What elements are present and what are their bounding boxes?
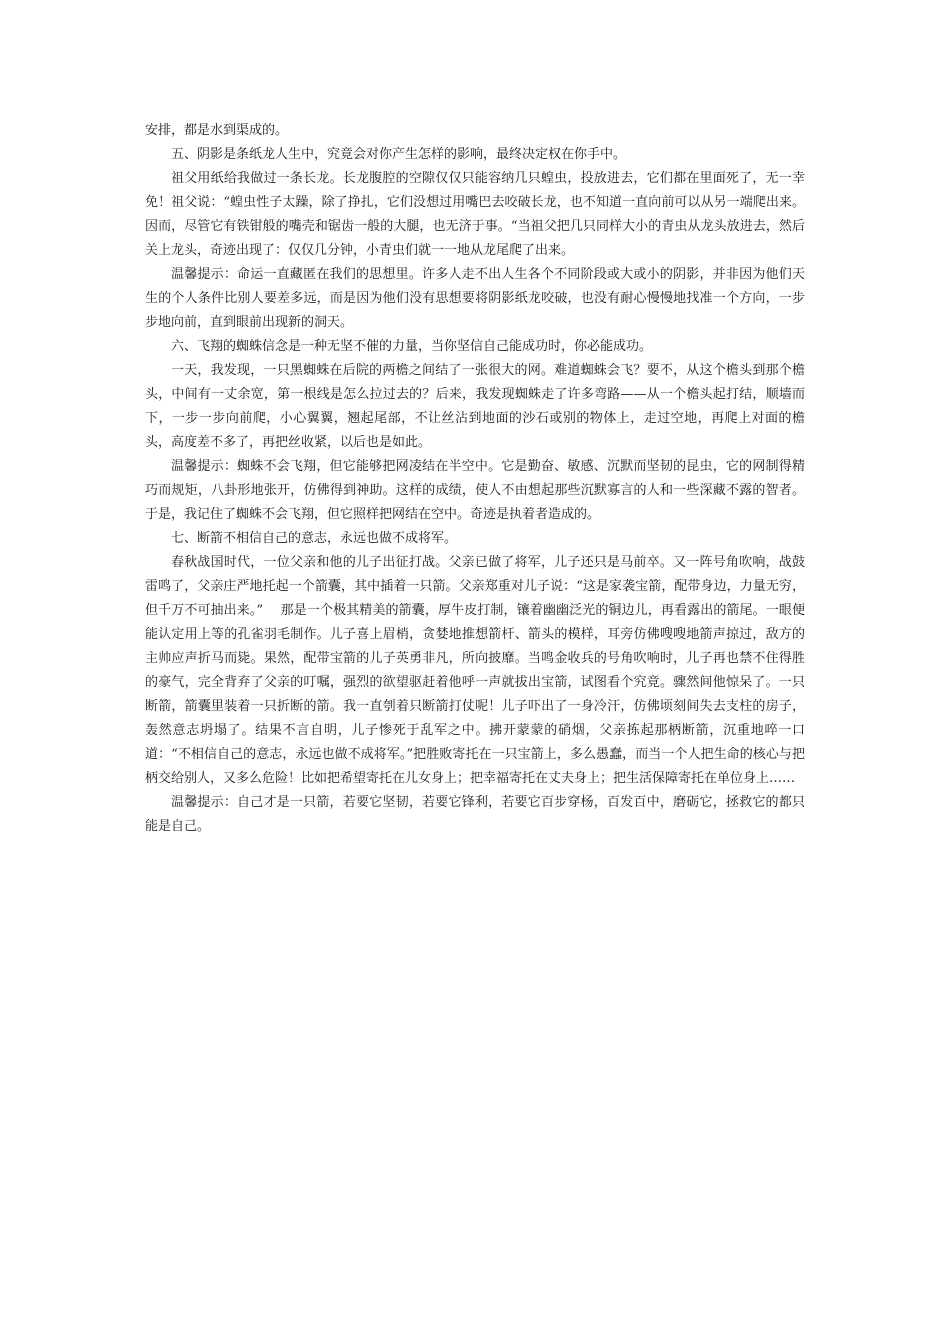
paragraph-continuation: 安排，都是水到渠成的。 [145,123,289,138]
document-page [145,119,805,839]
section-heading-7: 七、断箭不相信自己的意志，永远也做不成将军。 [171,531,458,546]
story-paragraph-paper-dragon: 祖父用纸给我做过一条长龙。长龙腹腔的空隙仅仅只能容纳几只蝗虫，投放进去，它们都在里面死了，无一幸免！祖父说：“蝗虫性子太躁，除了挣扎，它们没想过用嘴巴去咬破长龙，也不知道一直向前可以从另一端爬出来。因而，尽管它有铁钳般的嘴壳和锯齿一般的大腿，也无济于事。“当祖父把几只同样大小的青虫从龙头放进去，然后关上龙头，奇迹出现了：仅仅几分钟，小青虫们就一一地从龙尾爬了出来。 [145,171,805,258]
tip-paragraph-7: 温馨提示：自己才是一只箭，若要它坚韧，若要它锋利，若要它百步穿杨，百发百中，磨砺它，拯救它的都只能是自己。 [145,795,805,834]
story-paragraph-broken-arrow: 春秋战国时代，一位父亲和他的儿子出征打战。父亲已做了将军，儿子还只是马前卒。又一阵号角吹响，战鼓雷鸣了，父亲庄严地托起一个箭囊，其中插着一只箭。父亲郑重对儿子说：“这是家袭宝箭，配带身边，力量无穷，但千万不可抽出来。” 那是一个极其精美的箭囊，厚牛皮打制，镶着幽幽泛光的铜边儿，再看露出的箭尾。一眼便能认定用上等的孔雀羽毛制作。儿子喜上眉梢，贪婪地推想箭杆、箭头的模样，耳旁仿佛嗖嗖地箭声掠过，敌方的主帅应声折马而毙。果然，配带宝箭的儿子英勇非凡，所向披靡。当鸣金收兵的号角吹响时，儿子再也禁不住得胜的豪气，完全背弃了父亲的叮嘱，强烈的欲望驱赶着他呼一声就拔出宝箭，试图看个究竟。骤然间他惊呆了。一只断箭，箭囊里装着一只折断的箭。我一直刳着只断箭打仗呢！儿子吓出了一身冷汗，仿佛顷刻间失去支柱的房子，轰然意志坍塌了。结果不言自明，儿子惨死于乱军之中。拂开蒙蒙的硝烟，父亲拣起那柄断箭，沉重地啐一口道：“不相信自己的意志，永远也做不成将军。”把胜败寄托在一只宝箭上，多么愚蠢，而当一个人把生命的核心与把柄交给别人，又多么危险！比如把希望寄托在儿女身上；把幸福寄托在丈夫身上；把生活保障寄托在单位身上…… [145,555,805,786]
section-heading-6: 六、飞翔的蜘蛛信念是一种无坚不催的力量，当你坚信自己能成功时，你必能成功。 [171,339,653,354]
tip-paragraph-6: 温馨提示：蜘蛛不会飞翔，但它能够把网凌结在半空中。它是勤奋、敏感、沉默而坚韧的昆虫，它的网制得精巧而规矩，八卦形地张开，仿佛得到神助。这样的成绩，使人不由想起那些沉默寡言的人和一些深藏不露的智者。于是，我记住了蜘蛛不会飞翔，但它照样把网结在空中。奇迹是执着者造成的。 [145,459,805,522]
tip-paragraph-5: 温馨提示：命运一直藏匿在我们的思想里。许多人走不出人生各个不同阶段或大或小的阴影，并非因为他们天生的个人条件比别人要差多远，而是因为他们没有思想要将阴影纸龙咬破，也没有耐心慢慢地找准一个方向，一步步地向前，直到眼前出现新的洞天。 [145,267,805,330]
story-paragraph-spider: 一天，我发现，一只黑蜘蛛在后院的两檐之间结了一张很大的网。难道蜘蛛会飞？要不，从这个檐头到那个檐头，中间有一丈余宽，第一根线是怎么拉过去的？后来，我发现蜘蛛走了许多弯路——从一个檐头起打结，顺墙而下，一步一步向前爬，小心翼翼，翘起尾部，不让丝沾到地面的沙石或别的物体上，走过空地，再爬上对面的檐头，高度差不多了，再把丝收紧，以后也是如此。 [145,363,805,450]
section-heading-5: 五、阴影是条纸龙人生中，究竟会对你产生怎样的影响，最终决定权在你手中。 [171,147,627,162]
